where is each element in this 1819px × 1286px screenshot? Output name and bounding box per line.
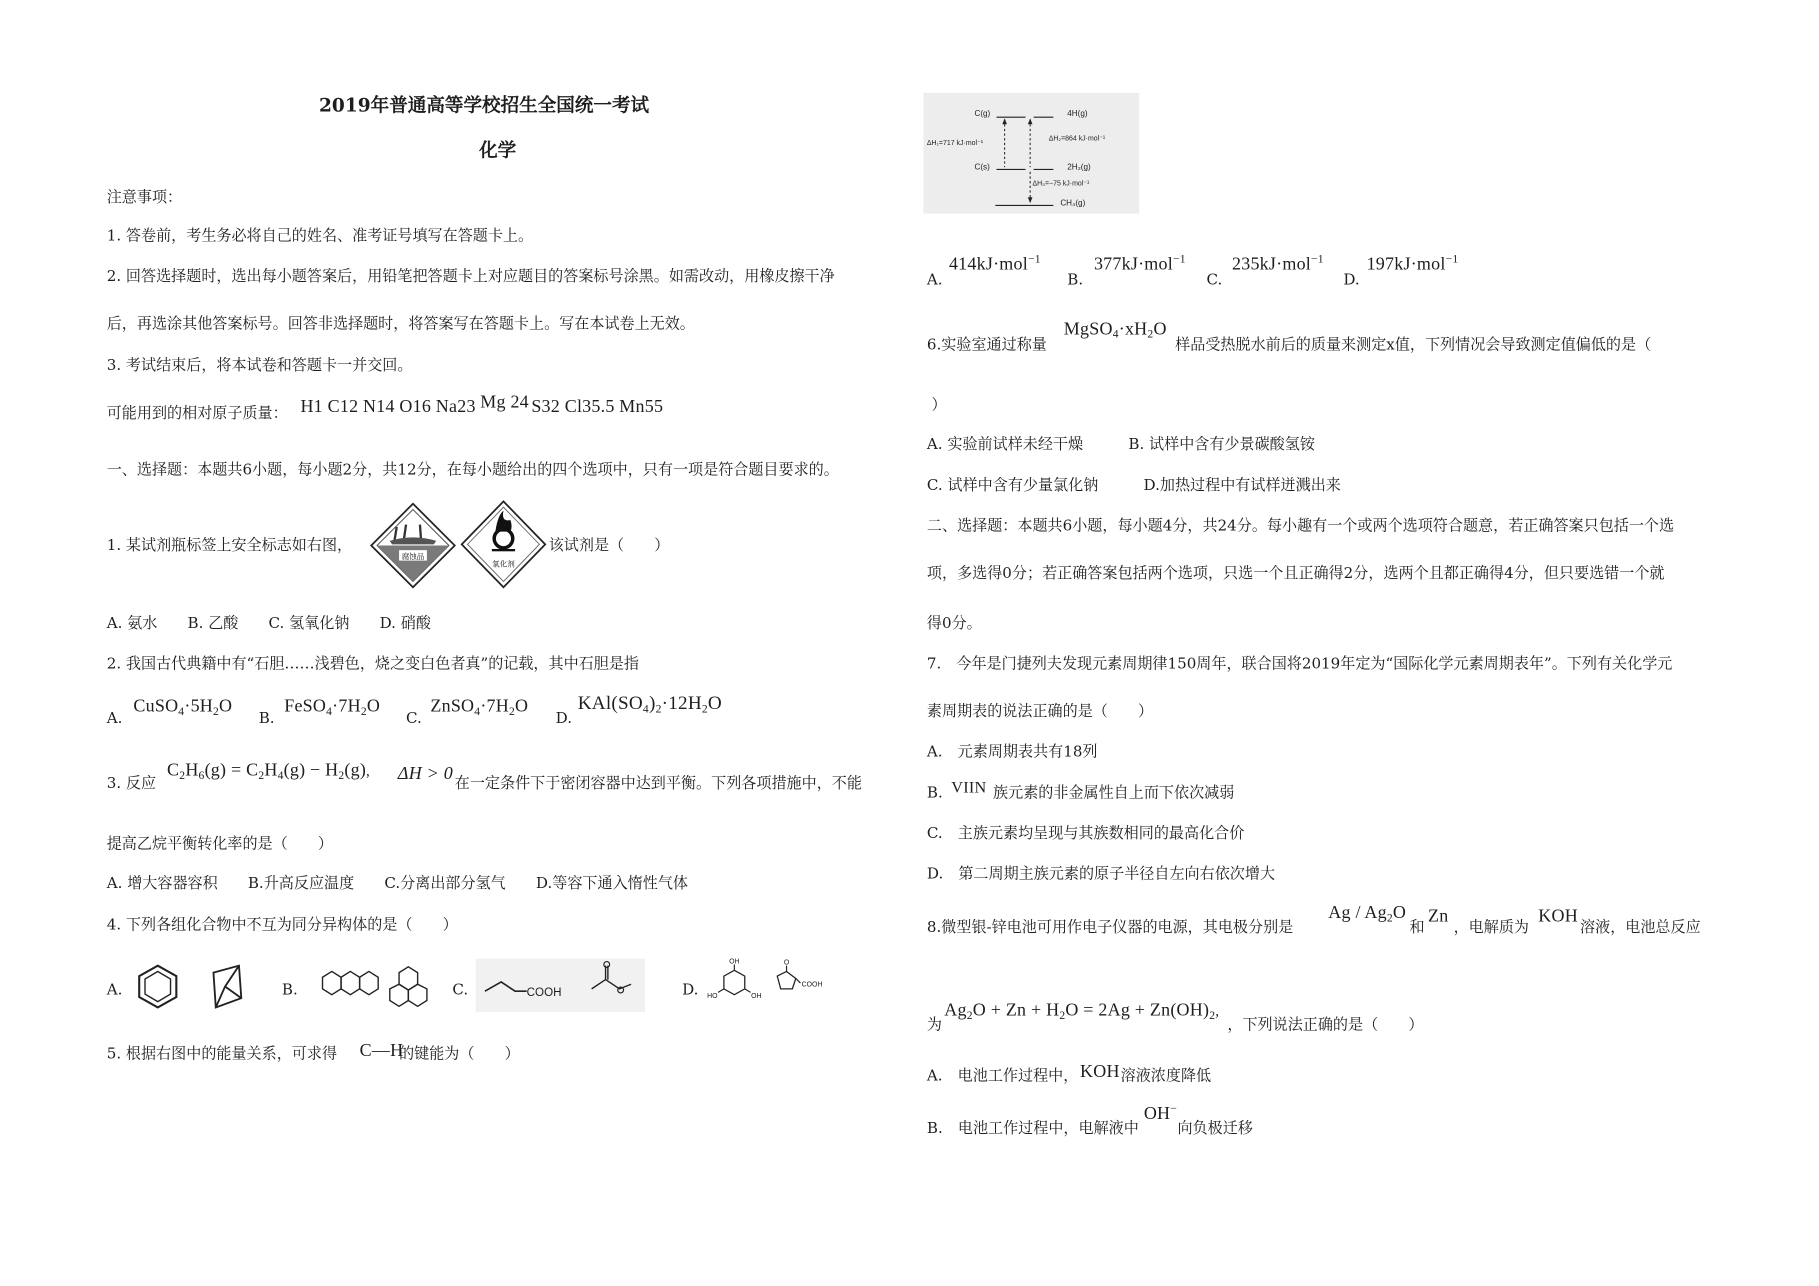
- exam-title: 2019年普通高等学校招生全国统一考试: [319, 94, 650, 117]
- q3-stem-middle: 在一定条件下于密闭容器中达到平衡。下列各项措施中，不能: [454, 775, 862, 793]
- q4-carbonyl-o-label: O: [783, 959, 790, 967]
- atomic-mass-values-1: H1 C12 N14 O16 Na23: [300, 396, 476, 417]
- q4-option-c-cooh: COOH: [526, 986, 562, 1000]
- q4-stem: 4. 下列各组化合物中不互为同分异构体的是（ ）: [106, 916, 458, 935]
- q4-option-d-label: D.: [682, 981, 699, 1000]
- q8-stem-reaction-intro: 溶液，电池总反应: [1580, 919, 1701, 937]
- q8-reaction-formula: $Ag_2O + Zn + H_2O = 2Ag + Zn(OH)_2$,: [944, 1000, 1220, 1023]
- q7-option-b-text: 族元素的非金属性自上而下依次减弱: [993, 784, 1235, 803]
- q8-electrode-2: Zn: [1428, 906, 1449, 927]
- q6-options-line-1: A. 实验前试样未经干燥 B. 试样中含有少景碳酸氢铵: [926, 436, 1315, 454]
- q4-option-d-cooh: COOH: [801, 981, 823, 989]
- q6-stem-end: ）: [931, 396, 947, 415]
- q5-option-c-value: 235kJ·mol$^{-1}$: [1232, 253, 1324, 274]
- q1-stem: 1. 某试剂瓶标签上安全标志如右图，: [106, 537, 353, 555]
- q8-electrode-1: Ag / $Ag_2O$: [1328, 902, 1407, 926]
- q6-stem-middle: 样品受热脱水前后的质量来测定x值，下列情况会导致测定值偏低的是（: [1175, 336, 1652, 354]
- q4-option-a-structures: [132, 959, 262, 1015]
- q6-stem-start: 6.实验室通过称量: [926, 336, 1047, 354]
- q4-option-b-structures: [306, 959, 434, 1015]
- section-1-heading: 一、选择题：本题共6小题，每小题2分，共12分，在每小题给出的四个选项中，只有一项是符合题目要求的。: [106, 461, 839, 480]
- q4-option-a-label: A.: [106, 981, 123, 1000]
- q3-reaction-formula: $C_2H_6(g) = C_2H_4(g) - H_2(g)$,: [167, 760, 371, 783]
- diagram-c-gas-label: C(g): [974, 110, 991, 119]
- notes-heading: 注意事项：: [106, 189, 183, 207]
- q5-option-a-label: A.: [926, 271, 943, 290]
- q7-stem-line-2: 素周期表的说法正确的是（ ）: [926, 703, 1154, 721]
- diagram-4h-gas-label: 4H(g): [1067, 110, 1088, 119]
- note-item-1: 1. 答卷前，考生务必将自己的姓名、准考证号填写在答题卡上。: [106, 227, 534, 245]
- note-item-2-line-2: 后，再选涂其他答案标号。回答非选择题时，将答案写在答题卡上。写在本试卷上无效。: [106, 315, 695, 334]
- corrosive-hazard-sign: [369, 501, 457, 589]
- q1-options: A. 氨水 B. 乙酸 C. 氢氧化钠 D. 硝酸: [106, 615, 431, 633]
- q5-option-b-value: 377kJ·mol$^{-1}$: [1093, 253, 1186, 274]
- q8-option-a-koh: KOH: [1080, 1061, 1120, 1082]
- atomic-mass-label: 可能用到的相对原子质量：: [106, 405, 288, 423]
- q7-option-a: A. 元素周期表共有18列: [926, 743, 1098, 762]
- q5-option-d-value: 197kJ·mol$^{-1}$: [1366, 253, 1459, 274]
- section-2-line-1: 二、选择题：本题共6小题，每小题4分，共24分。每小趣有一个或两个选项符合题意，若正确答案只包括一个选: [926, 517, 1675, 536]
- q8-option-a-start: A. 电池工作过程中，: [926, 1067, 1079, 1086]
- q7-option-d: D. 第二周期主族元素的原子半径自左向右依次增大: [926, 865, 1276, 884]
- diagram-ch4-gas-label: CH₄(g): [1060, 199, 1086, 208]
- q2-option-c-formula: $ZnSO_4\cdot 7H_2O$: [430, 696, 529, 719]
- q8-stem-end: ，下列说法正确的是（ ）: [1227, 1016, 1424, 1035]
- q8-option-b-start: B. 电池工作过程中，电解液中: [926, 1120, 1139, 1138]
- q4-option-d-structures: [703, 956, 826, 1012]
- q8-electrolyte: KOH: [1538, 906, 1578, 927]
- q3-options: A. 增大容器容积 B.升高反应温度 C.分离出部分氢气 D.等容下通入惰性气体: [106, 875, 688, 893]
- diagram-2h2-gas-label: 2H₂(g): [1067, 163, 1091, 172]
- q8-stem-for: 为: [926, 1016, 943, 1035]
- q4-ho-left-label: HO: [707, 993, 718, 1001]
- q7-stem-line-1: 7. 今年是门捷列夫发现元素周期律150周年，联合国将2019年定为“国际化学元素周期表年”。下列有关化学元: [926, 655, 1673, 674]
- note-item-3: 3. 考试结束后，将本试卷和答题卡一并交回。: [106, 357, 413, 375]
- q2-option-a-formula: $CuSO_4\cdot 5H_2O$: [133, 696, 233, 719]
- q4-option-c-structures: [476, 959, 645, 1012]
- atomic-mass-values-3: S32 Cl35.5 Mn55: [531, 396, 664, 417]
- q4-option-b-label: B.: [281, 981, 298, 1000]
- note-item-2-line-1: 2. 回答选择题时，选出每小题答案后，用铅笔把答题卡上对应题目的答案标号涂黑。如需改动，用橡皮擦干净: [106, 268, 835, 286]
- q5-option-b-label: B.: [1067, 271, 1084, 290]
- q2-option-d-formula: $KAl(SO_4)_2\cdot 12H_2O$: [577, 691, 722, 717]
- q2-option-a-label: A.: [106, 710, 123, 728]
- section-2-line-2: 项，多选得0分；若正确答案包括两个选项，只选一个且正确得2分，选两个且都正确得4分，但只要选错一个就: [926, 565, 1665, 583]
- q3-stem-start: 3. 反应: [106, 775, 157, 793]
- q5-stem-end: 的键能为（ ）: [399, 1045, 520, 1064]
- diagram-delta-h1-label: ΔH₁=717 kJ·mol⁻¹: [926, 140, 984, 148]
- q1-stem-end: 该试剂是（ ）: [548, 537, 670, 555]
- q5-option-a-value: 414kJ·mol$^{-1}$: [948, 253, 1041, 274]
- q5-stem-start: 5. 根据右图中的能量关系，可求得: [106, 1045, 338, 1064]
- atomic-mass-values-2: Mg 24: [480, 392, 529, 413]
- q4-oh-top-label: OH: [729, 958, 740, 966]
- q5-option-d-label: D.: [1343, 271, 1360, 290]
- section-2-line-3: 得0分。: [926, 615, 982, 633]
- diagram-delta-h2-label: ΔH₂=864 kJ·mol⁻¹: [1048, 135, 1106, 143]
- q5-bond-formula: C—H: [359, 1041, 404, 1061]
- q6-formula: $MgSO_4\cdot xH_2O$: [1063, 319, 1167, 342]
- q8-option-a-end: 溶液浓度降低: [1120, 1067, 1212, 1086]
- q2-option-c-label: C.: [406, 710, 422, 728]
- q7-option-b-label: B.: [926, 784, 943, 803]
- q2-option-d-label: D.: [555, 710, 573, 728]
- q2-option-b-formula: $FeSO_4\cdot 7H_2O$: [284, 696, 381, 719]
- q3-stem-end: 提高乙烷平衡转化率的是（ ）: [106, 835, 333, 854]
- q4-option-c-label: C.: [452, 981, 469, 1000]
- diagram-c-solid-label: C(s): [974, 163, 990, 172]
- energy-level-diagram: [923, 93, 1139, 214]
- q7-option-b-group: VIIN: [951, 779, 987, 798]
- exam-subject: 化学: [479, 139, 517, 162]
- q5-option-c-label: C.: [1206, 271, 1223, 290]
- oxidizer-sign-label: 氧化剂: [492, 559, 515, 569]
- q8-option-b-end: 向负极迁移: [1177, 1120, 1253, 1138]
- q6-options-line-2: C. 试样中含有少量氯化钠 D.加热过程中有试样迸溅出来: [926, 477, 1341, 495]
- q8-option-b-oh: OH−: [1143, 1102, 1178, 1124]
- q8-stem-electrolyte: ，电解质为: [1453, 919, 1530, 937]
- corrosive-sign-label: 腐蚀品: [401, 551, 425, 561]
- q2-stem: 2. 我国古代典籍中有“石胆……浅碧色，烧之变白色者真”的记载，其中石胆是指: [106, 655, 640, 674]
- q8-stem-and: 和: [1409, 919, 1425, 937]
- q7-option-c: C. 主族元素均呈现与其族数相同的最高化合价: [926, 825, 1245, 843]
- q2-option-b-label: B.: [258, 710, 275, 728]
- q3-enthalpy-condition: ΔH > 0: [397, 763, 453, 784]
- oxidizer-hazard-sign: [459, 499, 547, 590]
- q8-stem-start: 8.微型银-锌电池可用作电子仪器的电源，其电极分别是: [926, 919, 1294, 937]
- q4-oh-right-label: OH: [751, 993, 762, 1001]
- diagram-delta-h3-label: ΔH₃=−75 kJ·mol⁻¹: [1032, 181, 1090, 189]
